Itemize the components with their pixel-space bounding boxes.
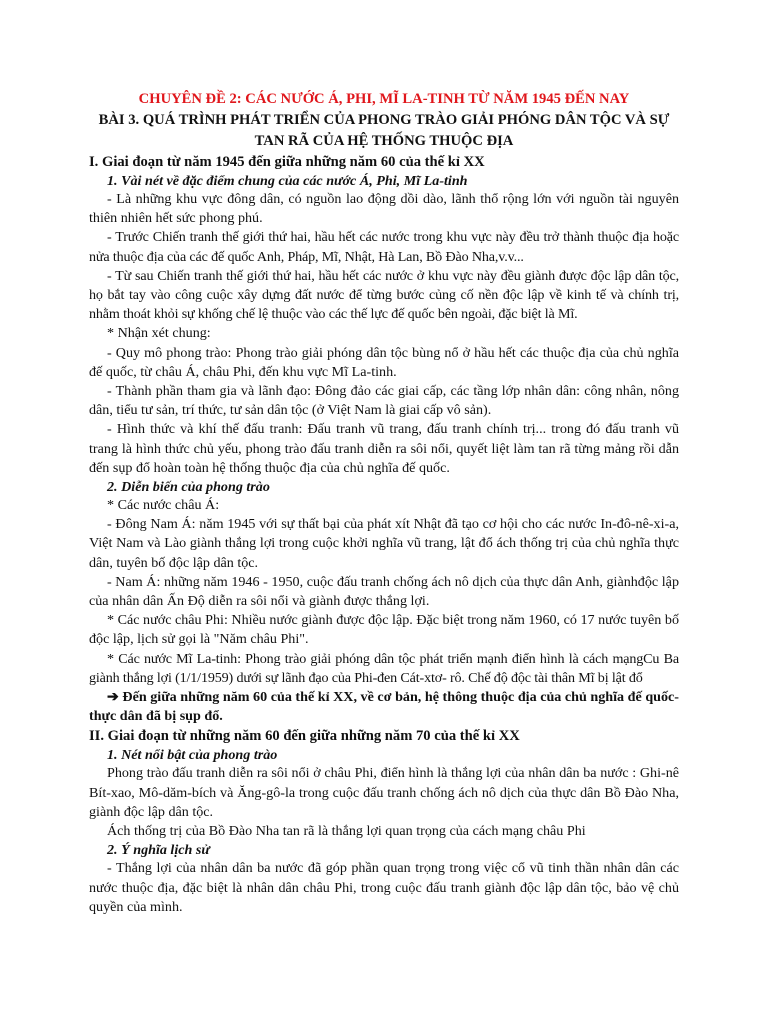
paragraph: - Thành phần tham gia và lãnh đạo: Đông đảo các giai cấp, các tầng lớp nhân dân: công nhân, nông dân, tiểu tư sản, trí thức, tư sản dân tộc (ở Việt Nam là giai cấp vô sản).: [89, 383, 679, 419]
arrow-right-icon: ➔: [107, 689, 119, 706]
paragraph: * Các nước Mĩ La-tinh: Phong trào giải phóng dân tộc phát triển mạnh điển hình là cách mạngCu Ba giành thắng lợi (1/1/1959) dưới sự lãnh đạo của Phi-đen Cát-xtơ- rô. Chế độ độc tài thân Mĩ bị lật đổ: [89, 650, 679, 686]
paragraph: - Hình thức và khí thế đấu tranh: Đấu tranh vũ trang, đấu tranh chính trị... trong đó đấu tranh vũ trang là hình thức chủ yếu, phong trào đấu tranh diễn ra sôi nổi, quyết liệt làm tan rã từng mảng rồi dẫn đến sụp đổ hoàn toàn hệ thống thuộc địa của chủ nghĩa đế quốc.: [89, 421, 679, 476]
section-heading-2: II. Giai đoạn từ những năm 60 đến giữa những năm 70 của thế kỉ XX: [89, 728, 520, 745]
topic-title: CHUYÊN ĐỀ 2: CÁC NƯỚC Á, PHI, MĨ LA-TINH TỪ NĂM 1945 ĐẾN NAY: [138, 91, 630, 107]
lesson-title-line-2: TAN RÃ CỦA HỆ THỐNG THUỘC ĐỊA: [254, 133, 514, 149]
subsection-heading-1-2: 2. Diễn biến của phong trào: [107, 479, 270, 496]
paragraph: Phong trào đấu tranh diễn ra sôi nổi ở châu Phi, điển hình là thắng lợi của nhân dân ba nước : Ghi-nê Bít-xao, Mô-dăm-bích và Ăng-gô-la trong cuộc đấu tranh chống ách nô dịch của thực dân Bồ Đào Nha, giành độc lập dân tộc.: [89, 765, 679, 820]
paragraph: Ách thống trị của Bồ Đào Nha tan rã là thắng lợi quan trọng của cách mạng châu Phi: [107, 823, 586, 840]
section-heading-1: I. Giai đoạn từ năm 1945 đến giữa những năm 60 của thế kỉ XX: [89, 154, 485, 170]
conclusion-text: Đến giữa những năm 60 của thế kỉ XX, về cơ bản, hệ thông thuộc địa của chủ nghĩa đế quốc- thực dân đã bị sụp đổ.: [89, 689, 679, 725]
paragraph: - Nam Á: những năm 1946 - 1950, cuộc đấu tranh chống ách nô dịch của thực dân Anh, giànhđộc lập của nhân dân Ấn Độ diễn ra sôi nổi và giành được thắng lợi.: [89, 573, 679, 610]
paragraph: - Trước Chiến tranh thế giới thứ hai, hầu hết các nước trong khu vực này đều trở thành thuộc địa hoặc nửa thuộc địa của các đế quốc Anh, Pháp, Mĩ, Nhật, Hà Lan, Bồ Đào Nha,v.v...: [89, 229, 679, 265]
subsection-heading-2-1: 1. Nét nổi bật của phong trào: [107, 747, 278, 764]
paragraph: - Là những khu vực đông dân, có nguồn lao động dồi dào, lãnh thổ rộng lớn với nguồn tài nguyên thiên nhiên hết sức phong phú.: [89, 191, 679, 227]
paragraph: - Thắng lợi của nhân dân ba nước đã góp phần quan trọng trong việc cổ vũ tinh thần nhân dân các nước thuộc địa, đặc biệt là nhân dân châu Phi, trong cuộc đấu tranh giành độc lập dân tộc, bảo vệ chủ quyền của mình.: [89, 860, 679, 915]
paragraph: - Từ sau Chiến tranh thế giới thứ hai, hầu hết các nước ở khu vực này đều giành được độc lập dân tộc, họ bắt tay vào công cuộc xây dựng đất nước để từng bước củng cố nền độc lập về kinh tế và chính trị, nhằm thoát khỏi sự khống chế lệ thuộc vào các thế lực đế quốc bên ngoài, đặc biệt là Mĩ.: [89, 267, 679, 323]
subsection-heading-1-1: 1. Vài nét về đặc điểm chung của các nước Á, Phi, Mĩ La-tinh: [107, 173, 468, 189]
lesson-title-line-1: BÀI 3. QUÁ TRÌNH PHÁT TRIỂN CỦA PHONG TRÀO GIẢI PHÓNG DÂN TỘC VÀ SỰ: [98, 112, 670, 128]
paragraph: - Quy mô phong trào: Phong trào giải phóng dân tộc bùng nổ ở hầu hết các thuộc địa của chủ nghĩa đế quốc, từ châu Á, châu Phi, đến khu vực Mĩ La-tinh.: [89, 344, 679, 380]
paragraph: - Đông Nam Á: năm 1945 với sự thất bại của phát xít Nhật đã tạo cơ hội cho các nước In-đô-nê-xi-a, Việt Nam và Lào giành thắng lợi trong cuộc khởi nghĩa vũ trang, lật đổ ách thống trị của chủ nghĩa thực dân, tuyên bố độc lập dân tộc.: [89, 516, 679, 571]
paragraph: * Các nước châu Phi: Nhiều nước giành được độc lập. Đặc biệt trong năm 1960, có 17 nước tuyên bố độc lập, lịch sử gọi là "Năm châu Phi".: [89, 612, 679, 648]
conclusion-paragraph: [89, 688, 679, 726]
document-body: [89, 88, 679, 917]
paragraph: * Nhận xét chung:: [107, 325, 211, 342]
subsection-heading-2-2: 2. Ý nghĩa lịch sử: [107, 842, 210, 859]
paragraph: * Các nước châu Á:: [107, 497, 220, 514]
